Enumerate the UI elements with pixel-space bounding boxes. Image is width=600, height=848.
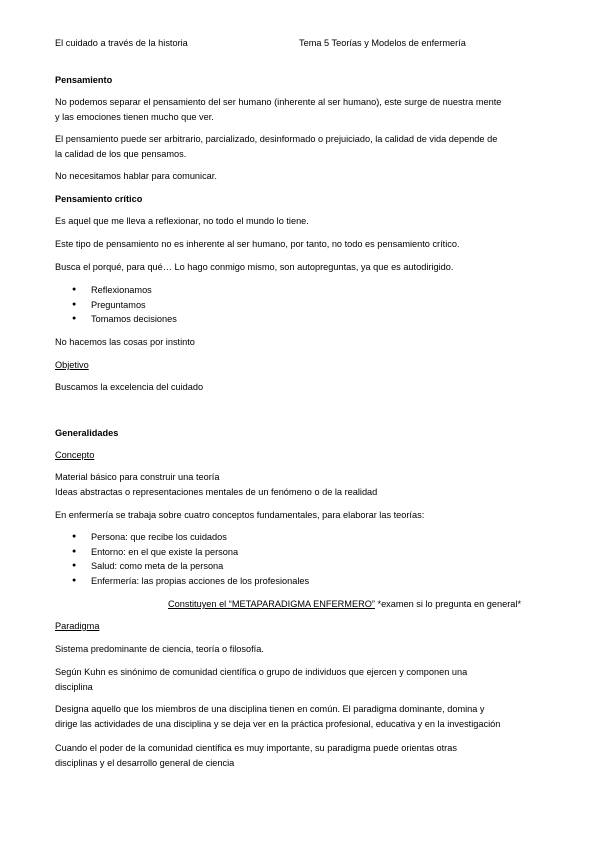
paradigma-p4-line1: Cuando el poder de la comunidad científica es muy importante, su paradigma puede orientas otras bbox=[55, 743, 457, 753]
list-item: ● Persona: que recibe los cuidados bbox=[72, 530, 309, 545]
paradigma-p1: Sistema predominante de ciencia, teoría o filosofía. bbox=[55, 644, 264, 654]
list-item: ● Preguntamos bbox=[72, 298, 177, 313]
header-right: Tema 5 Teorías y Modelos de enfermería bbox=[299, 38, 466, 48]
pensamiento-p1-line2: y las emociones tienen mucho que ver. bbox=[55, 112, 214, 122]
concepto-p2: En enfermería se trabaja sobre cuatro conceptos fundamentales, para elaborar las teorías: bbox=[55, 510, 425, 520]
heading-concepto: Concepto bbox=[55, 450, 95, 460]
paradigma-p2-line2: disciplina bbox=[55, 682, 93, 692]
paradigma-p2-line1: Según Kuhn es sinónimo de comunidad científica o grupo de individuos que ejercen y componen una bbox=[55, 667, 468, 677]
pensamiento-p2-line2: la calidad de los que pensamos. bbox=[55, 149, 187, 159]
metaparadigma-bullet-list bbox=[72, 530, 309, 588]
critico-p4: No hacemos las cosas por instinto bbox=[55, 337, 195, 347]
list-item: ● Enfermería: las propias acciones de los profesionales bbox=[72, 574, 309, 589]
exam-note: *examen si lo pregunta en general* bbox=[374, 599, 522, 609]
concepto-line1: Material básico para construir una teoría bbox=[55, 472, 220, 482]
heading-objetivo: Objetivo bbox=[55, 360, 89, 370]
list-item: ● Entorno: en el que existe la persona bbox=[72, 545, 309, 560]
list-item: ● Salud: como meta de la persona bbox=[72, 559, 309, 574]
list-item: ● Reflexionamos bbox=[72, 283, 177, 298]
pensamiento-p3: No necesitamos hablar para comunicar. bbox=[55, 171, 217, 181]
concepto-line2: Ideas abstractas o representaciones mentales de un fenómeno o de la realidad bbox=[55, 487, 378, 497]
critico-p3: Busca el porqué, para qué… Lo hago conmigo mismo, son autopreguntas, ya que es autodirigido. bbox=[55, 262, 454, 272]
header-left: El cuidado a través de la historia bbox=[55, 38, 188, 48]
heading-pensamiento-critico: Pensamiento crítico bbox=[55, 194, 143, 204]
paradigma-p3-line2: dirige las actividades de una disciplina y se deja ver en la práctica profesional, educativa y en la investigación bbox=[55, 719, 501, 729]
heading-pensamiento: Pensamiento bbox=[55, 75, 113, 85]
heading-generalidades: Generalidades bbox=[55, 428, 119, 438]
page-header bbox=[55, 36, 555, 50]
paradigma-p3-line1: Designa aquello que los miembros de una disciplina tienen en común. El paradigma dominante, domina y bbox=[55, 704, 485, 714]
critico-p1: Es aquel que me lleva a reflexionar, no todo el mundo lo tiene. bbox=[55, 216, 309, 226]
list-item: ● Tomamos decisiones bbox=[72, 312, 177, 327]
critico-p2: Este tipo de pensamiento no es inherente al ser humano, por tanto, no todo es pensamiento crítico. bbox=[55, 239, 460, 249]
pensamiento-p1-line1: No podemos separar el pensamiento del ser humano (inherente al ser humano), este surge de nuestra mente bbox=[55, 97, 502, 107]
pensamiento-p2-line1: El pensamiento puede ser arbitrario, parcializado, desinformado o prejuiciado, la calidad de vida depende de bbox=[55, 134, 498, 144]
critico-bullet-list bbox=[72, 283, 177, 327]
paradigma-p4-line2: disciplinas y el desarrollo general de ciencia bbox=[55, 758, 235, 768]
metaparadigma-label: Constituyen el “METAPARADIGMA ENFERMERO” bbox=[168, 599, 375, 609]
heading-paradigma: Paradigma bbox=[55, 621, 100, 631]
objetivo-text: Buscamos la excelencia del cuidado bbox=[55, 382, 204, 392]
metaparadigma-line bbox=[168, 597, 568, 611]
